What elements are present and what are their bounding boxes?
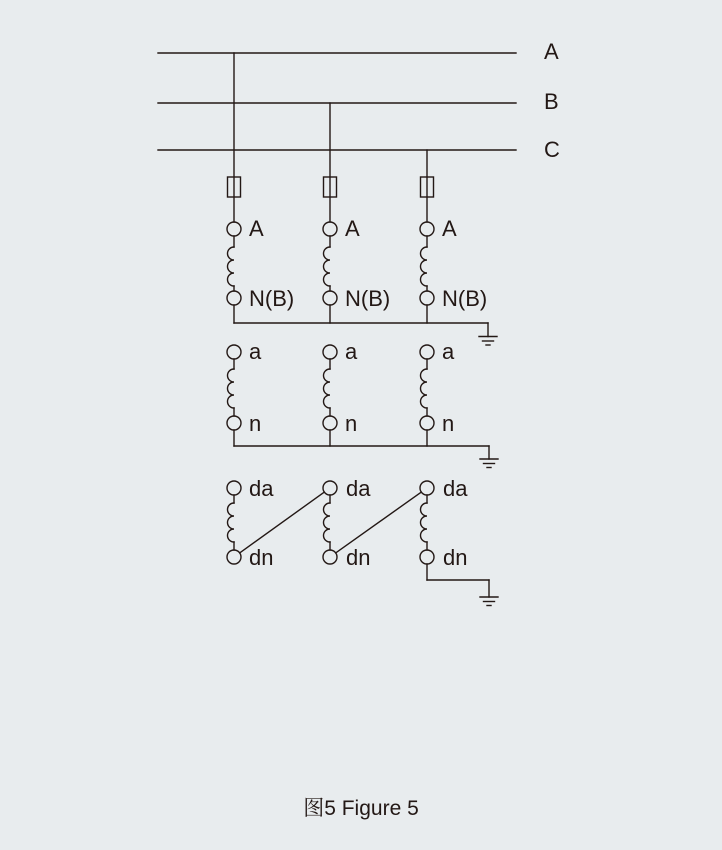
- tertiary-winding-phase-a: [227, 481, 241, 564]
- terminal-label-secondary-top: a: [442, 339, 455, 364]
- secondary-winding-phase-b: [323, 345, 337, 446]
- winding-coil: [324, 503, 330, 542]
- bus-label-a: A: [544, 39, 559, 64]
- terminal-label-tertiary-top: da: [249, 476, 274, 501]
- terminal-circle: [227, 222, 241, 236]
- terminal-label-tertiary-top: da: [443, 476, 468, 501]
- terminal-label-primary-top: A: [249, 216, 264, 241]
- terminal-circle: [227, 416, 241, 430]
- primary-winding-phase-a: [227, 222, 241, 323]
- delta-link-line-2: [336, 492, 422, 553]
- terminal-circle: [420, 416, 434, 430]
- terminal-circle: [420, 345, 434, 359]
- terminal-circle: [323, 345, 337, 359]
- terminal-circle: [420, 291, 434, 305]
- terminal-label-primary-bottom: N(B): [442, 286, 488, 311]
- figure-caption: 图5 Figure 5: [303, 797, 419, 820]
- tertiary-winding-phase-c: [420, 481, 434, 564]
- terminal-circle: [227, 291, 241, 305]
- terminal-label-tertiary-bottom: dn: [249, 545, 274, 570]
- winding-coil: [421, 503, 428, 542]
- terminal-circle: [323, 550, 337, 564]
- terminal-label-tertiary-bottom: dn: [443, 545, 468, 570]
- winding-coil: [228, 503, 235, 542]
- ground-symbol-primary: [479, 323, 497, 345]
- terminal-circle: [420, 550, 434, 564]
- terminal-label-secondary-bottom: n: [345, 411, 358, 436]
- bus-label-b: B: [544, 89, 559, 114]
- winding-coil: [324, 369, 330, 408]
- primary-winding-phase-c: [420, 222, 434, 323]
- terminal-circle: [323, 416, 337, 430]
- terminal-circle: [323, 222, 337, 236]
- tertiary-winding-phase-b: [323, 481, 337, 564]
- terminal-circle: [227, 550, 241, 564]
- ground-symbol-tertiary: [480, 580, 498, 606]
- primary-winding-phase-b: [323, 222, 337, 323]
- terminal-circle: [323, 481, 337, 495]
- terminal-label-secondary-bottom: n: [249, 411, 262, 436]
- terminal-label-secondary-top: a: [345, 339, 358, 364]
- secondary-winding-phase-c: [420, 345, 434, 446]
- terminal-circle: [420, 481, 434, 495]
- diagram-lines: [158, 53, 516, 606]
- winding-coil: [421, 247, 428, 286]
- winding-coil: [324, 247, 330, 286]
- winding-coil: [421, 369, 428, 408]
- terminal-circle: [227, 481, 241, 495]
- terminal-label-primary-bottom: N(B): [249, 286, 295, 311]
- terminal-label-tertiary-bottom: dn: [346, 545, 371, 570]
- terminal-label-primary-top: A: [345, 216, 360, 241]
- winding-coil: [228, 247, 235, 286]
- secondary-winding-phase-a: [227, 345, 241, 446]
- terminal-label-primary-bottom: N(B): [345, 286, 391, 311]
- bus-label-c: C: [544, 137, 560, 162]
- terminal-circle: [227, 345, 241, 359]
- terminal-label-primary-top: A: [442, 216, 457, 241]
- delta-link-line-1: [240, 492, 325, 553]
- ground-symbol-secondary: [480, 446, 498, 468]
- terminal-label-tertiary-top: da: [346, 476, 371, 501]
- winding-coil: [228, 369, 235, 408]
- terminal-circle: [323, 291, 337, 305]
- terminal-label-secondary-top: a: [249, 339, 262, 364]
- diagram-labels: [249, 39, 560, 820]
- terminal-circle: [420, 222, 434, 236]
- terminal-label-secondary-bottom: n: [442, 411, 455, 436]
